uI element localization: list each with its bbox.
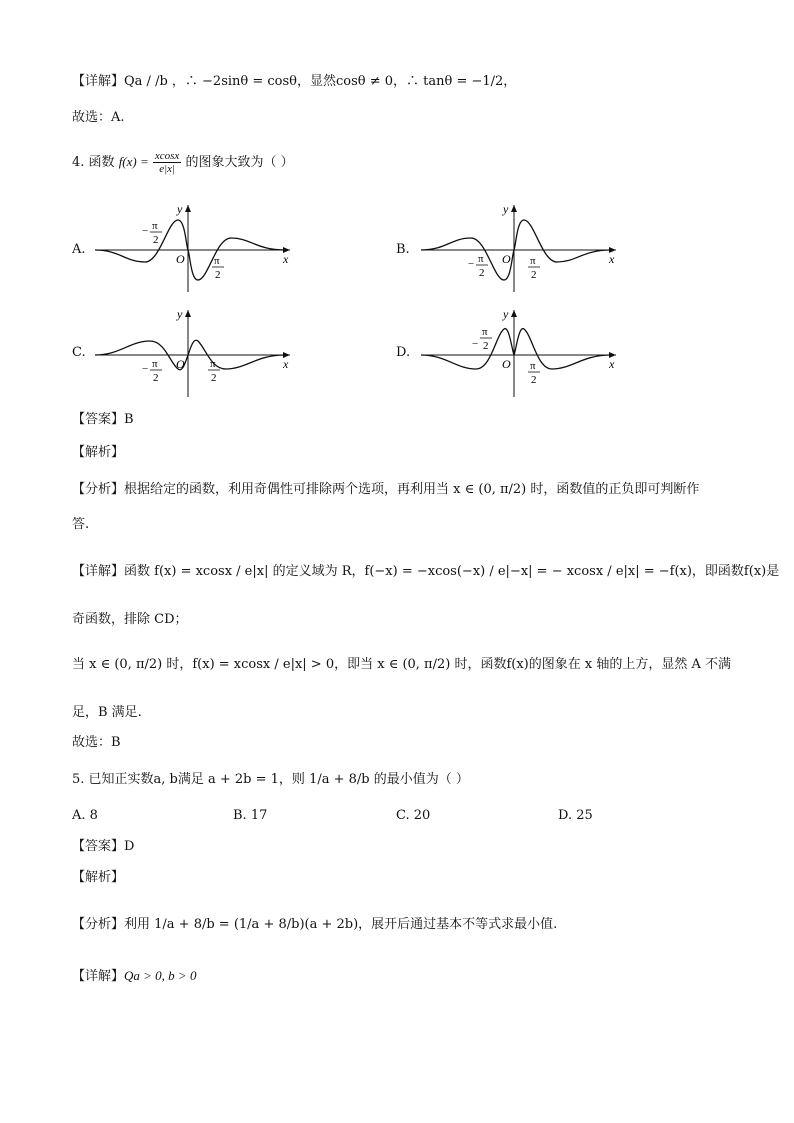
svg-text:π: π	[482, 326, 488, 338]
q4-choose: 故选：B	[72, 735, 121, 750]
fenxi-tag: 【分析】	[72, 917, 125, 932]
answer-tag: 【答案】	[72, 412, 125, 427]
q3-detail-tag: 【详解】	[72, 74, 125, 89]
svg-text:−: −	[472, 338, 479, 350]
fenxi-text: 利用 1/a + 8/b = (1/a + 8/b)(a + 2b)，展开后通过基本不等式求最小值.	[124, 917, 558, 932]
svg-text:x: x	[283, 357, 289, 371]
x-label: x	[283, 252, 289, 266]
svg-text:2: 2	[153, 372, 159, 384]
svg-text:π: π	[210, 358, 216, 370]
svg-text:y: y	[177, 307, 183, 321]
q4-option-b-label: B.	[396, 242, 410, 257]
answer-value: B	[124, 412, 134, 427]
q4-detail-line-2: 奇函数，排除 CD；	[72, 612, 188, 627]
q5-fenxi-line	[72, 915, 557, 935]
svg-text:O: O	[502, 357, 511, 371]
svg-text:π: π	[530, 360, 536, 372]
svg-text:2: 2	[483, 340, 489, 352]
detail-text: 函数 f(x) = xcosx / e|x| 的定义域为 R，f(−x) = −xcos(−x) / e|−x| = − xcosx / e|x| = −f(x)，即函数f(x)是	[124, 564, 780, 579]
q4-graph-a	[90, 200, 300, 295]
q5-option-a: A. 8	[72, 808, 98, 823]
answer-tag: 【答案】	[72, 839, 125, 854]
svg-text:−: −	[468, 258, 475, 270]
detail-text: Qa > 0, b > 0	[124, 968, 197, 983]
svg-text:2: 2	[479, 267, 485, 279]
pi-den-pos: 2	[215, 269, 221, 281]
q5-option-b: B. 17	[233, 808, 268, 823]
pi-den-neg: 2	[153, 234, 159, 246]
answer-value: D	[124, 839, 135, 854]
q4-stem-num: xcosx	[154, 150, 180, 162]
pi-num-pos: π	[214, 255, 220, 267]
q5-option-c: C. 20	[396, 808, 431, 823]
svg-text:π: π	[478, 253, 484, 265]
q4-option-a-label: A.	[72, 242, 86, 257]
q4-stem-den: e|x|	[159, 163, 176, 175]
svg-text:x: x	[609, 357, 615, 371]
detail-tag: 【详解】	[72, 564, 125, 579]
q4-graph-d	[416, 305, 626, 400]
svg-text:O: O	[176, 357, 185, 371]
q4-option-c-label: C.	[72, 345, 86, 360]
q4-stem-func: f(x) =	[118, 154, 149, 169]
svg-text:2: 2	[531, 269, 537, 281]
neg-sign: −	[142, 225, 149, 237]
q4-detail-line-1	[72, 562, 779, 582]
q4-answer	[72, 410, 134, 430]
q5-stem: 5. 已知正实数a, b满足 a + 2b = 1，则 1/a + 8/b 的最小值为（ ）	[72, 772, 469, 787]
q4-graph-c	[90, 305, 300, 400]
q5-detail-line	[72, 966, 196, 987]
fenxi-tag: 【分析】	[72, 482, 125, 497]
q4-stem-fraction	[153, 150, 181, 175]
svg-text:y: y	[503, 202, 509, 216]
q5-option-d: D. 25	[558, 808, 593, 823]
q3-detail-line	[72, 72, 516, 92]
q4-option-d-label: D.	[396, 345, 411, 360]
svg-text:O: O	[502, 252, 511, 266]
curve	[421, 329, 611, 369]
svg-text:2: 2	[531, 374, 537, 386]
svg-text:x: x	[609, 252, 615, 266]
q4-stem	[72, 150, 294, 175]
svg-text:y: y	[503, 307, 509, 321]
q4-analysis-tag: 【解析】	[72, 445, 125, 460]
q4-stem-prefix: 4. 函数	[72, 155, 115, 170]
q3-choose: 故选：A.	[72, 110, 125, 125]
q4-fenxi-line-1	[72, 480, 699, 500]
q4-graph-b	[416, 200, 626, 295]
y-label: y	[177, 202, 183, 216]
q4-detail-line-4: 足，B 满足.	[72, 705, 142, 720]
svg-text:π: π	[152, 358, 158, 370]
detail-tag: 【详解】	[72, 969, 125, 984]
q5-answer	[72, 837, 134, 857]
origin-label: O	[176, 252, 185, 266]
q4-stem-suffix: 的图象大致为（ ）	[185, 155, 294, 170]
svg-text:−: −	[142, 363, 149, 375]
q4-fenxi-line-2: 答.	[72, 517, 90, 532]
fenxi-text: 根据给定的函数，利用奇偶性可排除两个选项，再利用当 x ∈ (0, π/2) 时，函数值的正负即可判断作	[124, 482, 700, 497]
q4-detail-line-3: 当 x ∈ (0, π/2) 时，f(x) = xcosx / e|x| > 0，即当 x ∈ (0, π/2) 时，函数f(x)的图象在 x 轴的上方，显然 A 不满	[72, 657, 731, 672]
pi-num-neg: π	[152, 220, 158, 232]
svg-text:π: π	[530, 255, 536, 267]
q3-detail-text: Qa / /b ，∴ −2sinθ = cosθ，显然cosθ ≠ 0，∴ tanθ = −1/2，	[124, 74, 517, 89]
q5-analysis-tag: 【解析】	[72, 870, 125, 885]
svg-text:2: 2	[211, 372, 217, 384]
